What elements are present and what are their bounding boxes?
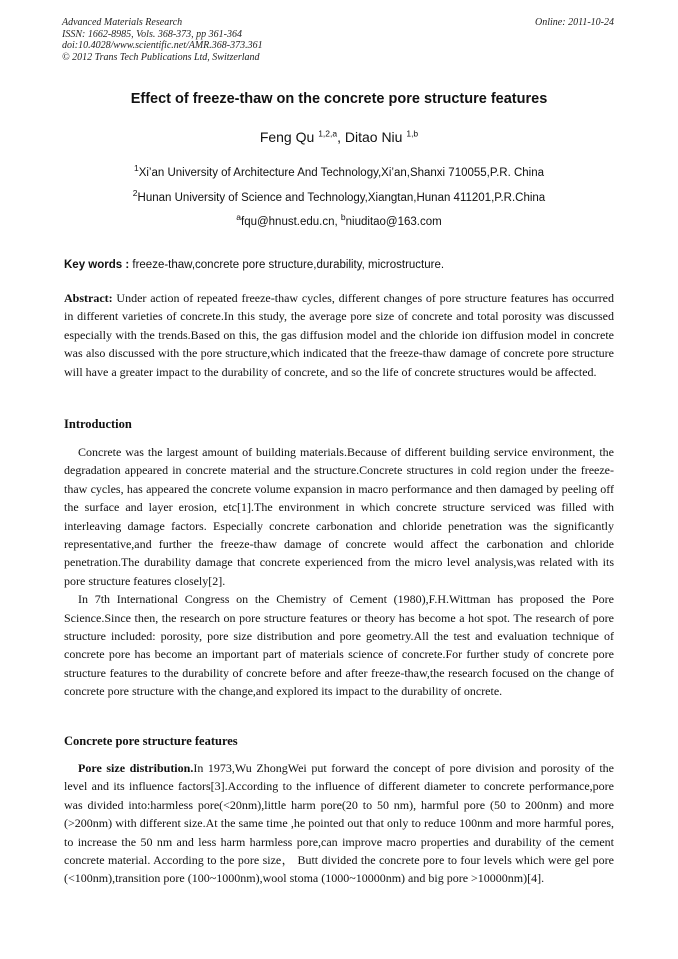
author-line xyxy=(0,129,678,145)
introduction-heading: Introduction xyxy=(64,417,132,431)
abstract-label: Abstract: xyxy=(64,291,113,305)
abstract-text: Under action of repeated freeze-thaw cycles, different changes of pore structure features has occurred in different varieties of concrete.In this study, the average pore size of concrete and total porosity was discussed especially with the trends.Based on this, the gas diffusion model and the chloride ion diffusion model in concrete was also discussed with the pore structure,which indicated that the freeze-thaw damage of concrete pore structure will have a greater impact to the durability of concrete, and so the life of concrete structures would be affected. xyxy=(64,291,614,379)
affiliation-2-text: Hunan University of Science and Technology,Xiangtan,Hunan 411201,P.R.China xyxy=(137,192,546,204)
author-2-sup: 1,b xyxy=(406,128,419,139)
email-b-sup: b xyxy=(340,212,346,223)
keywords xyxy=(64,259,444,271)
affiliation-1 xyxy=(0,163,678,179)
email-b[interactable]: niuditao@163.com xyxy=(345,216,442,228)
journal-name: Advanced Materials Research xyxy=(62,17,183,28)
online-date: Online: 2011-10-24 xyxy=(535,17,614,28)
pore-size-label: Pore size distribution. xyxy=(78,761,194,775)
doi-line: doi:10.4028/www.scientific.net/AMR.368-373.361 xyxy=(62,40,263,51)
issn-line: ISSN: 1662-8985, Vols. 368-373, pp 361-364 xyxy=(62,28,242,40)
copyright-line: © 2012 Trans Tech Publications Ltd, Switzerland xyxy=(62,51,260,63)
author-2-name: Ditao Niu xyxy=(344,129,407,145)
keywords-text: freeze-thaw,concrete pore structure,durability, microstructure. xyxy=(129,259,445,271)
email-a[interactable]: fqu@hnust.edu.cn, xyxy=(241,216,341,228)
section-pore-structure-body xyxy=(64,759,614,888)
affiliation-2-sup: 2 xyxy=(132,188,138,199)
introduction-body xyxy=(64,443,614,701)
introduction-paragraph-1: Concrete was the largest amount of building materials.Because of different building service environment, the degradation appeared in concrete material and the structure.Concrete structures in cold region under the freeze-thaw cycles, has appeared the concrete volume expansion in macro performance and then damaged by peeling off the surface and layer erosion, etc[1].The environment in which concrete structure serviced was filled with interleaving damage factors. Especially concrete carbonation and chloride penetration was the significantly representative,and further the freeze-thaw damage of concrete would affect the carbonation and chloride penetration.The durability damage that concrete experienced from the micro level analysis,was related with its pore structure features closely[2]. xyxy=(64,445,614,588)
pore-size-paragraph: In 1973,Wu ZhongWei put forward the concept of pore division and porosity of the level and its influence factors[3].According to the influence of different diameter to concrete performance,pore was divided into:harmless pore(<20nm),little harm pore(20 to 50 nm), harmful pore (50 to 200nm) and more (>200nm) with different size.At the same time ,he pointed out that only to reduce 100nm and more harmful pores, to increase the 50 nm and less harm harmless pore,can improve macro properties and durability of the cement concrete material. According to the pore size， Butt divided the concrete pore to four levels which were gel pore (<100nm),transition pore (100~1000nm),wool stoma (1000~10000nm) and big pore >10000nm)[4]. xyxy=(64,761,615,886)
author-1-sup: 1,2,a xyxy=(318,128,338,139)
abstract xyxy=(64,289,614,381)
affiliation-2 xyxy=(0,188,678,204)
email-a-sup: a xyxy=(236,212,241,223)
affiliation-1-sup: 1 xyxy=(133,163,139,174)
author-separator: , xyxy=(337,129,345,145)
introduction-paragraph-2: In 7th International Congress on the Chemistry of Cement (1980),F.H.Wittman has proposed the Pore Science.Since then, the research on pore structure features or theory has become a hot spot. The research of pore structure included: porosity, pore size distribution and pore geometry.All the test and evaluation technique of concrete pore has become an important part of materials science of concrete.For further study of concrete pore structure features to the durability of concrete before and after freeze-thaw,the research focused on the change of concrete pore structure with the change,and explored its impact to the durability of oncrete. xyxy=(64,592,614,699)
section-heading-pore-structure: Concrete pore structure features xyxy=(64,734,238,748)
emails xyxy=(0,212,678,228)
paper-title: Effect of freeze-thaw on the concrete pore structure features xyxy=(130,91,548,107)
author-1-name: Feng Qu xyxy=(259,129,319,145)
journal-header xyxy=(62,17,263,63)
keywords-label: Key words : xyxy=(64,259,130,271)
affiliation-1-text: Xi’an University of Architecture And Technology,Xi’an,Shanxi 710055,P.R. China xyxy=(138,167,545,179)
